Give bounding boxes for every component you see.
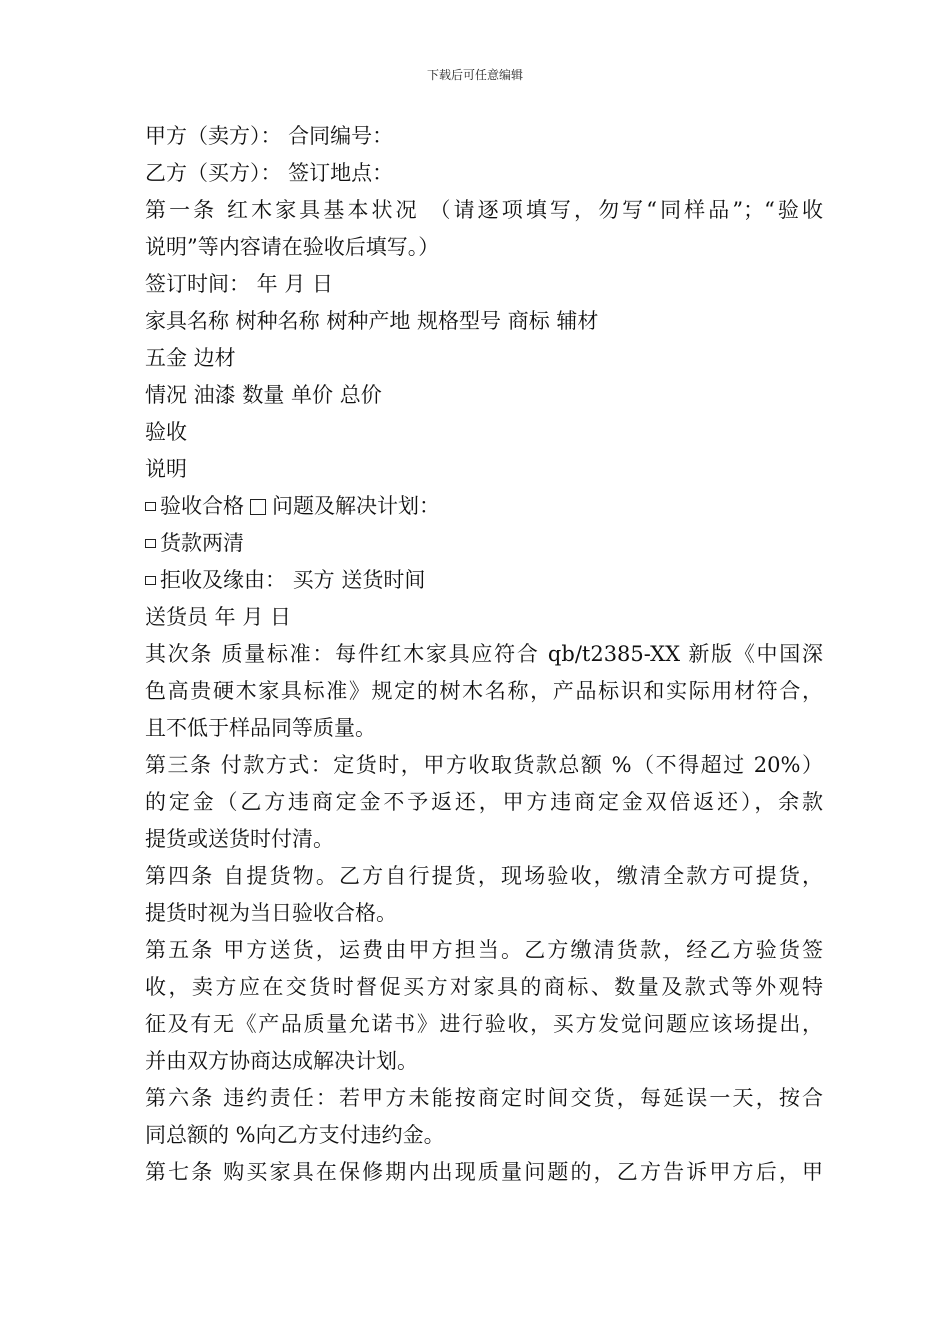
signing-date-line: 签订时间： 年 月 日 [145,272,334,296]
problem-plan-label: 问题及解决计划： [272,494,440,518]
acceptance-passed-checkbox[interactable] [145,502,156,511]
acceptance-passed-label: 验收合格 [160,494,244,518]
article-1-title: 第一条 红木家具基本状况 （请逐项填写，勿写“同样品”；“验收 [145,198,823,222]
payment-settled-line [145,525,823,562]
party-a-line: 甲方（卖方）： 合同编号： [145,124,394,148]
payment-settled-checkbox[interactable] [145,539,156,548]
table-header-row-3: 情况 油漆 数量 单价 总价 [145,383,382,407]
article-4-line-2: 提货时视为当日验收合格。 [145,901,397,925]
article-3-line-1: 第三条 付款方式：定货时，甲方收取货款总额 %（不得超过 20%） [145,753,823,777]
article-1-note: 说明”等内容请在验收后填写。） [145,235,440,259]
page-header-note: 下载后可任意编辑 [426,68,523,82]
article-6-line-2: 同总额的 %向乙方支付违约金。 [145,1123,445,1147]
explanation-label: 说明 [145,457,187,481]
reject-checkbox[interactable] [145,576,156,585]
article-5-line-3: 征及有无《产品质量允诺书》进行验收，买方发觉问题应该场提出， [145,1012,823,1036]
article-2-line-3: 且不低于样品同等质量。 [145,716,376,740]
article-2-line-1: 其次条 质量标准：每件红木家具应符合 qb/t2385-XX 新版《中国深 [145,642,823,666]
table-header-row-1: 家具名称 树种名称 树种产地 规格型号 商标 辅材 [145,309,599,333]
article-2-line-2: 色高贵硬木家具标准》规定的树木名称，产品标识和实际用材符合， [145,679,823,703]
payment-settled-label: 货款两清 [160,531,244,555]
article-4-line-1: 第四条 自提货物。乙方自行提货，现场验收，缴清全款方可提货， [145,864,823,888]
delivery-person-line: 送货员 年 月 日 [145,605,292,629]
article-7-line-1: 第七条 购买家具在保修期内出现质量问题的，乙方告诉甲方后，甲 [145,1160,823,1184]
acceptance-options-line [145,488,823,525]
problem-plan-checkbox[interactable] [250,499,266,515]
article-3-line-3: 提货或送货时付清。 [145,827,334,851]
article-5-line-2: 收，卖方应在交货时督促买方对家具的商标、数量及款式等外观特 [145,975,823,999]
reject-reason-label: 拒收及缘由： 买方 送货时间 [160,568,426,592]
acceptance-label: 验收 [145,420,187,444]
reject-reason-line [145,562,823,599]
party-b-line: 乙方（买方）： 签订地点： [145,161,394,185]
table-header-row-2: 五金 边材 [145,346,236,370]
article-6-line-1: 第六条 违约责任：若甲方未能按商定时间交货，每延误一天，按合 [145,1086,823,1110]
article-3-line-2: 的定金（乙方违商定金不予返还，甲方违商定金双倍返还），余款 [145,790,823,814]
article-5-line-4: 并由双方协商达成解决计划。 [145,1049,418,1073]
article-5-line-1: 第五条 甲方送货，运费由甲方担当。乙方缴清货款，经乙方验货签 [145,938,823,962]
contract-body [145,118,823,1191]
